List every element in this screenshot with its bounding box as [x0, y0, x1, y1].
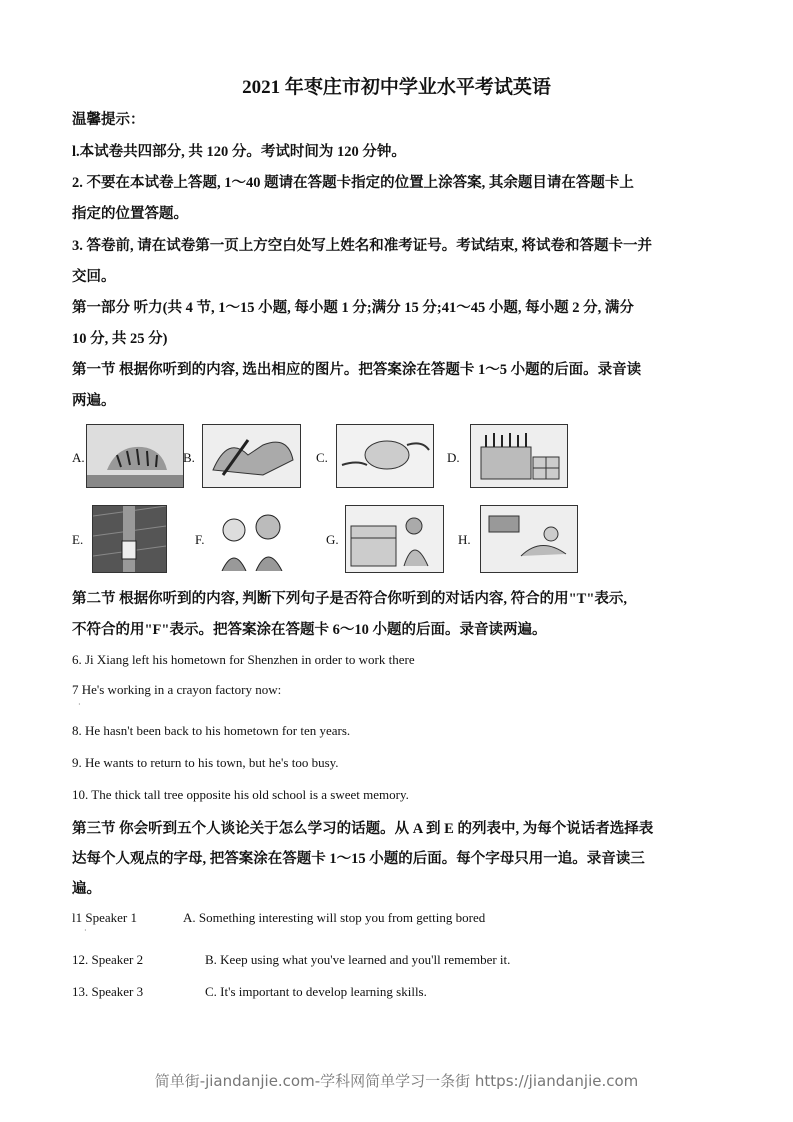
speaker-option: A. Something interesting will stop you from getting bored [183, 910, 486, 925]
accident-picture [480, 505, 578, 573]
tip-line: l.本试卷共四部分, 共 120 分。考试时间为 120 分钟。 [72, 144, 406, 160]
cooking-picture [336, 424, 434, 488]
people-arguing-picture [212, 505, 290, 571]
speaker-label: 12. Speaker 2 [72, 952, 144, 967]
section1-instruction: 两遍。 [72, 393, 116, 409]
zipper-picture [92, 505, 167, 573]
question-7: 7 He's working in a crayon factory now: [72, 682, 282, 697]
birthday-cake-picture [470, 424, 568, 488]
tip-line: 交回。 [72, 269, 116, 285]
picture-label-g: G. [326, 532, 339, 547]
section2-instruction: 第二节 根据你听到的内容, 判断下列句子是否符合你听到的对话内容, 符合的用"T"表示, [72, 591, 628, 607]
section1-instruction: 第一节 根据你听到的内容, 选出相应的图片。把答案涂在答题卡 1～5 小题的后面。录音读 [72, 362, 642, 378]
speaker-label: 13. Speaker 3 [72, 984, 144, 999]
tiger-picture [86, 424, 184, 488]
picture-label-a: A. [72, 450, 85, 465]
section3-instruction: 第三节 你会听到五个人谈论关于怎么学习的话题。从 A 到 E 的列表中, 为每个说话者选择表 [72, 821, 654, 837]
tip-line: 指定的位置答题。 [72, 206, 188, 222]
part1-heading: 10 分, 共 25 分) [72, 331, 168, 347]
picture-label-e: E. [72, 532, 84, 547]
picture-label-b: B. [183, 450, 195, 465]
question-9: 9. He wants to return to his town, but he's too busy. [72, 755, 339, 770]
speaker-label: l1 Speaker 1 [72, 910, 137, 925]
footer-watermark: 简单街-jiandanjie.com-学科网简单学习一条街 https://jiandanjie.com [154, 1072, 639, 1090]
tip-line: 2. 不要在本试卷上答题, 1～40 题请在答题卡指定的位置上涂答案, 其余题目请在答题卡上 [72, 175, 634, 191]
section3-instruction: 遍。 [72, 881, 101, 897]
hands-picture [202, 424, 301, 488]
picture-label-h: H. [458, 532, 471, 547]
part1-heading: 第一部分 听力(共 4 节, 1～15 小题, 每小题 1 分;满分 15 分;41～45 小题, 每小题 2 分, 满分 [72, 300, 634, 316]
speaker-option: C. It's important to develop learning skills. [205, 984, 427, 999]
picture-label-d: D. [447, 450, 460, 465]
stray-mark: · [78, 700, 81, 709]
piano-picture [345, 505, 444, 573]
page-title: 2021 年枣庄市初中学业水平考试英语 [242, 77, 551, 98]
tips-heading: 温馨提示： [72, 112, 145, 128]
question-10: 10. The thick tall tree opposite his old school is a sweet memory. [72, 787, 409, 802]
picture-label-c: C. [316, 450, 328, 465]
section3-instruction: 达每个人观点的字母, 把答案涂在答题卡 1～15 小题的后面。每个字母只用一追。录音读三 [72, 851, 645, 867]
picture-label-f: F. [195, 532, 205, 547]
question-8: 8. He hasn't been back to his hometown for ten years. [72, 723, 351, 738]
question-6: 6. Ji Xiang left his hometown for Shenzhen in order to work there [72, 652, 415, 667]
section2-instruction: 不符合的用"F"表示。把答案涂在答题卡 6～10 小题的后面。录音读两遍。 [72, 622, 547, 638]
tip-line: 3. 答卷前, 请在试卷第一页上方空白处写上姓名和准考证号。考试结束, 将试卷和答题卡一并 [72, 238, 652, 254]
stray-mark: · [84, 926, 87, 935]
speaker-option: B. Keep using what you've learned and you'll remember it. [205, 952, 511, 967]
